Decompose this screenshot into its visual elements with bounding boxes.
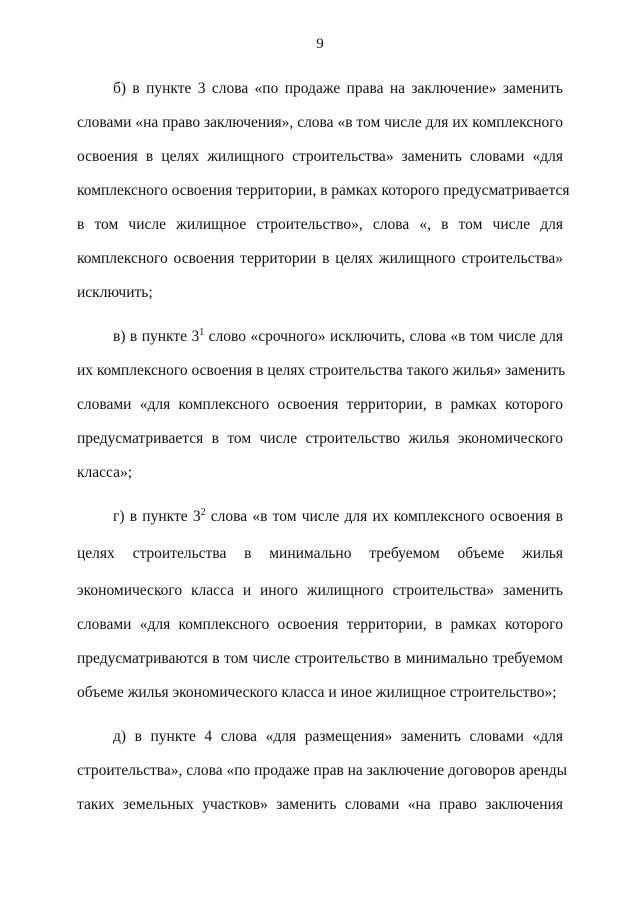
text-fragment: в) в пункте 3: [113, 328, 200, 345]
paragraph-d: [77, 720, 568, 822]
text-fragment: слово «срочного» исключить, слова «в том числе для: [204, 328, 563, 345]
paragraph-v: [77, 320, 566, 490]
text-line: строительства», слова «по продаже прав на заключение договоров аренды: [77, 762, 568, 779]
text-line: комплексного освоения территории, в рамках которого предусматривается: [77, 182, 570, 199]
text-line: предусматривается в том числе строительство жилья экономического: [77, 430, 563, 447]
page-number: 9: [316, 36, 324, 52]
text-line: освоения в целях жилищного строительства» заменить словами «для: [77, 148, 563, 165]
text-fragment: г) в пункте 3: [113, 508, 201, 525]
paragraph-g: [77, 500, 563, 710]
text-line: б) в пункте 3 слова «по продаже права на заключение» заменить: [113, 80, 563, 97]
document-body: [77, 72, 570, 822]
text-line: объеме жилья экономического класса и иное жилищное строительство»;: [77, 684, 557, 701]
text-fragment: слова «в том числе для их комплексного освоения в: [205, 508, 563, 525]
superscript: 2: [200, 507, 206, 518]
text-line: словами «для комплексного освоения территории, в рамках которого: [77, 396, 563, 413]
text-line: в том числе жилищное строительство», слова «, в том числе для: [77, 216, 563, 233]
text-line: предусматриваются в том числе строительство в минимально требуемом: [77, 650, 563, 667]
text-line: экономического класса и иного жилищного строительства» заменить: [77, 582, 563, 599]
paragraph-b: [77, 72, 570, 310]
text-line: целях строительства в минимально требуемом объеме жилья: [77, 545, 563, 562]
text-line: [77, 320, 563, 354]
text-line: д) в пункте 4 слова «для размещения» заменить словами «для: [113, 728, 563, 745]
text-line: словами «на право заключения», слова «в том числе для их комплексного: [77, 114, 563, 131]
superscript: 1: [199, 327, 205, 338]
text-line: исключить;: [77, 284, 153, 301]
text-line: их комплексного освоения в целях строительства такого жилья» заменить: [77, 362, 566, 379]
text-line: словами «для комплексного освоения территории, в рамках которого: [77, 616, 563, 633]
text-line: таких земельных участков» заменить словами «на право заключения: [77, 796, 563, 813]
text-line: [77, 500, 563, 534]
text-line: комплексного освоения территории в целях жилищного строительства»: [77, 250, 563, 267]
text-line: класса»;: [77, 464, 133, 481]
